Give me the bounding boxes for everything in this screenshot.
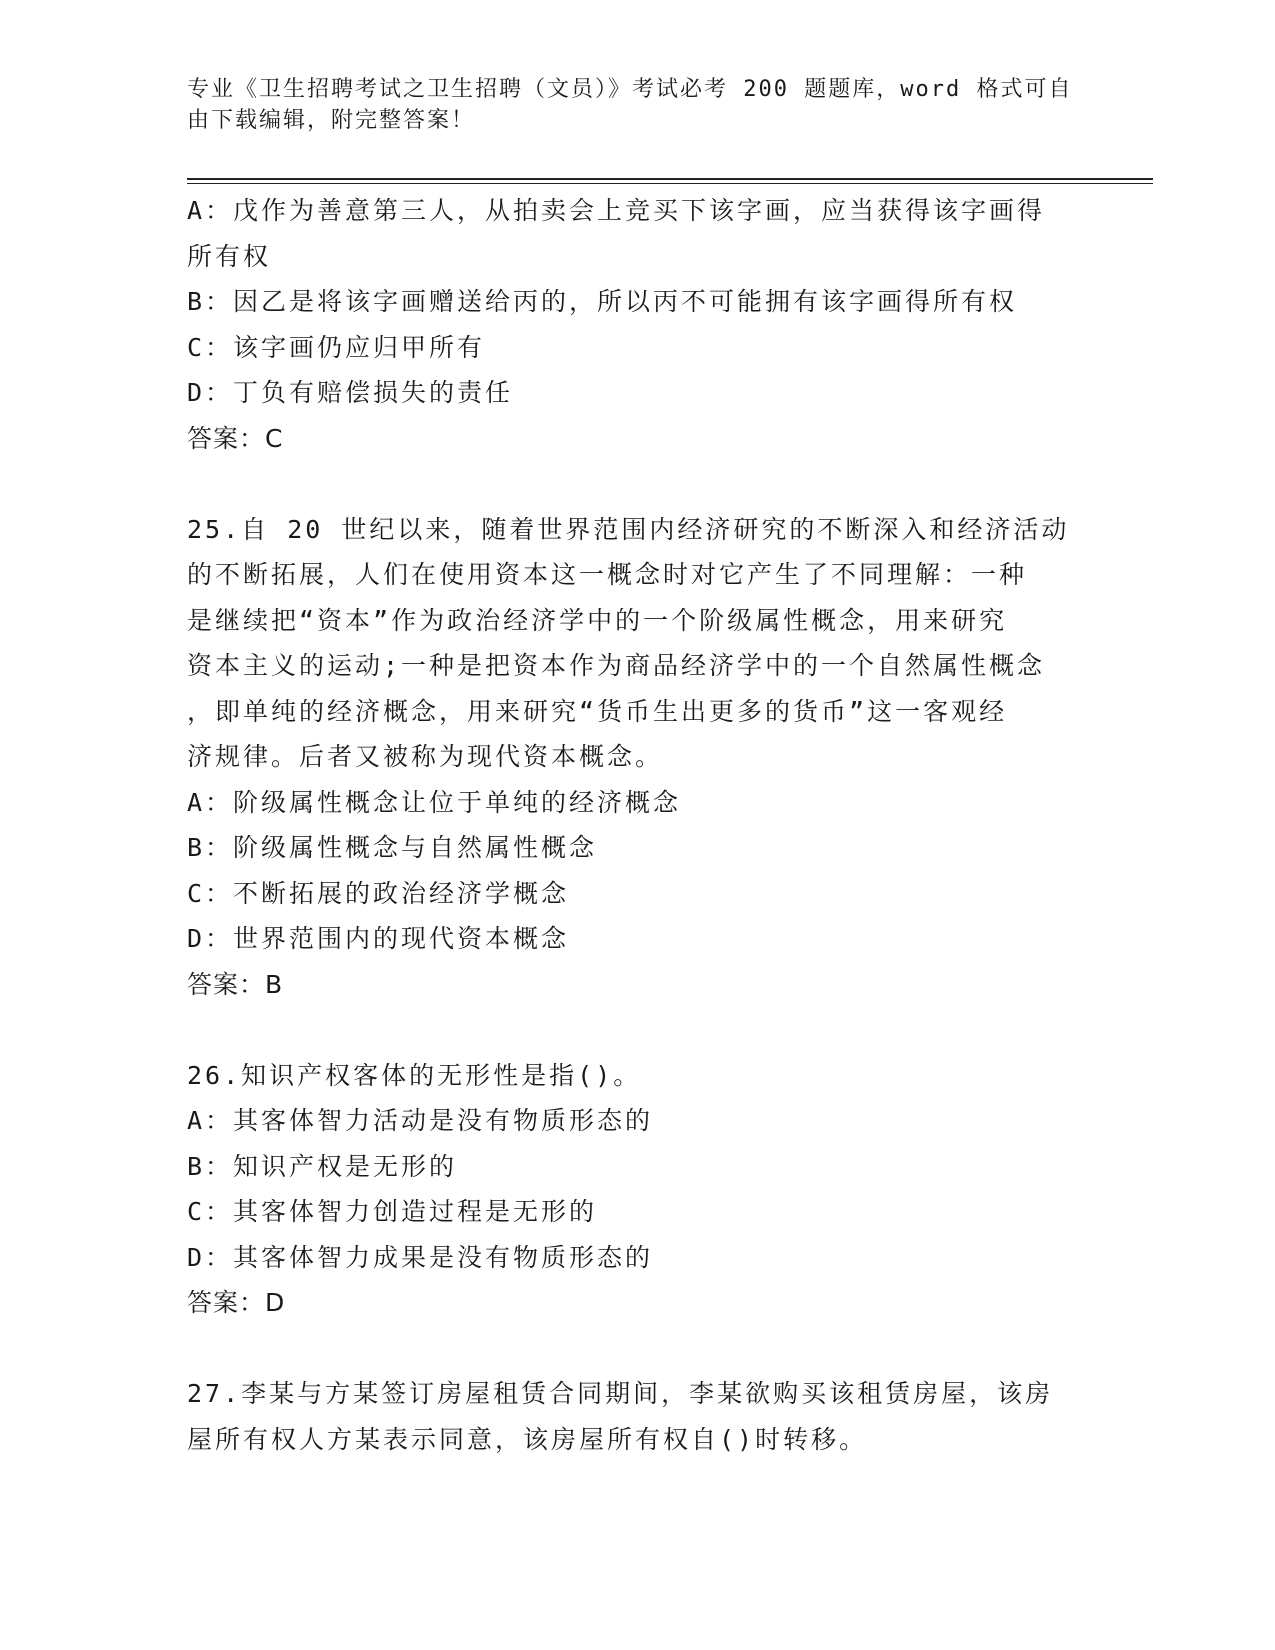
option-d: D：其客体智力成果是没有物质形态的 (187, 1242, 654, 1272)
header-line-2: 由下载编辑，附完整答案！ (187, 108, 476, 133)
question-text-line: 27.李某与方某签订房屋租赁合同期间，李某欲购买该租赁房屋，该房 (187, 1379, 1054, 1408)
option-b: B：阶级属性概念与自然属性概念 (187, 833, 598, 862)
option-a-line-2: 所有权 (187, 241, 272, 271)
document-header (187, 74, 1087, 136)
option-a: A：其客体智力活动是没有物质形态的 (187, 1106, 654, 1135)
header-line-1: 专业《卫生招聘考试之卫生招聘（文员）》考试必考 200 题题库，word 格式可自 (187, 77, 1073, 102)
question-text-line: 屋所有权人方某表示同意，该房屋所有权自()时转移。 (187, 1424, 868, 1454)
answer: 答案：D (187, 1288, 286, 1317)
question-26 (187, 1053, 1087, 1326)
answer: 答案：B (187, 969, 284, 999)
option-c: C：其客体智力创造过程是无形的 (187, 1197, 598, 1226)
option-c: C：不断拓展的政治经济学概念 (187, 878, 570, 908)
question-24-options (187, 188, 1087, 461)
question-25 (187, 507, 1087, 1008)
question-text-line: 济规律。后者又被称为现代资本概念。 (187, 742, 664, 771)
option-a: A：阶级属性概念让位于单纯的经济概念 (187, 787, 682, 817)
question-text-line: ，即单纯的经济概念，用来研究“货币生出更多的货币”这一客观经 (187, 696, 1008, 726)
option-a-line-1: A：戊作为善意第三人，从拍卖会上竞买下该字画，应当获得该字画得 (187, 196, 1046, 225)
header-rule-thin (187, 183, 1153, 184)
header-rule-thick (187, 178, 1153, 180)
question-text-line: 资本主义的运动;一种是把资本作为商品经济学中的一个自然属性概念 (187, 651, 1046, 680)
spacer (187, 1007, 1087, 1053)
option-d: D：丁负有赔偿损失的责任 (187, 378, 514, 407)
spacer (187, 461, 1087, 507)
option-d: D：世界范围内的现代资本概念 (187, 924, 570, 953)
question-text-line: 26.知识产权客体的无形性是指()。 (187, 1060, 642, 1090)
option-c: C：该字画仍应归甲所有 (187, 332, 486, 362)
option-b: B：因乙是将该字画赠送给丙的，所以丙不可能拥有该字画得所有权 (187, 287, 1018, 316)
question-27 (187, 1371, 1087, 1462)
question-text-line: 25.自 20 世纪以来，随着世界范围内经济研究的不断深入和经济活动 (187, 514, 1070, 544)
answer: 答案：C (187, 423, 284, 453)
document-body (187, 188, 1087, 1462)
spacer (187, 1326, 1087, 1372)
option-b: B：知识产权是无形的 (187, 1151, 458, 1181)
question-text-line: 是继续把“资本”作为政治经济学中的一个阶级属性概念，用来研究 (187, 605, 1008, 635)
question-text-line: 的不断拓展，人们在使用资本这一概念时对它产生了不同理解：一种 (187, 560, 1028, 589)
